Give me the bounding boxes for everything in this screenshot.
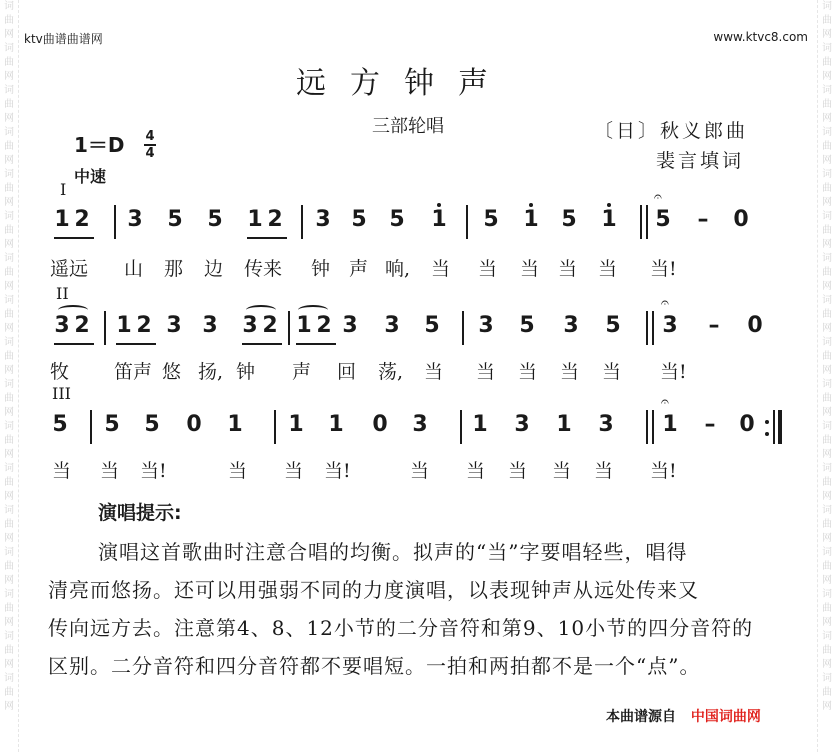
lyric: 当 bbox=[424, 361, 444, 383]
watermark-char: 曲 bbox=[4, 435, 14, 446]
eighth-beam bbox=[242, 343, 282, 345]
watermark-char: 曲 bbox=[4, 99, 14, 110]
note: 3 bbox=[54, 313, 70, 338]
lyric: 当 bbox=[602, 361, 622, 383]
bar-line bbox=[773, 410, 775, 444]
lyric: 那 bbox=[164, 258, 184, 280]
watermark-char: 曲 bbox=[822, 561, 832, 572]
hint-line: 清亮而悠扬。还可以用强弱不同的力度演唱，以表现钟声从远处传来又 bbox=[48, 578, 699, 602]
note: 1 bbox=[662, 412, 678, 437]
lyric: 牧 bbox=[50, 361, 70, 383]
lyricist-credit: 裴言填词 bbox=[656, 150, 745, 172]
watermark-char: 网 bbox=[4, 71, 14, 82]
watermark-char: 网 bbox=[822, 71, 832, 82]
repeat-dot bbox=[765, 432, 769, 436]
watermark-char: 网 bbox=[822, 113, 832, 124]
lyric: 荡, bbox=[378, 361, 404, 383]
watermark-char: 词 bbox=[822, 127, 832, 138]
watermark-char: 曲 bbox=[4, 477, 14, 488]
watermark-char: 词 bbox=[4, 589, 14, 600]
hint-line: 传向远方去。注意第4、8、12小节的二分音符和第9、10小节的四分音符的 bbox=[48, 616, 754, 640]
sustain-dash: – bbox=[704, 412, 716, 437]
final-bar-line bbox=[778, 410, 782, 444]
eighth-beam bbox=[296, 343, 336, 345]
note: 3 bbox=[384, 313, 400, 338]
note: 1 bbox=[328, 412, 344, 437]
watermark-char: 网 bbox=[4, 113, 14, 124]
watermark-char: 词 bbox=[822, 463, 832, 474]
note: 5 bbox=[519, 313, 535, 338]
lyric: 声 bbox=[349, 258, 369, 280]
watermark-char: 曲 bbox=[4, 561, 14, 572]
watermark-char: 词 bbox=[4, 505, 14, 516]
lyric: 回 bbox=[337, 361, 357, 383]
fermata-icon: 𝄐 bbox=[654, 189, 662, 205]
staff-part-2 bbox=[0, 295, 836, 351]
watermark-char: 曲 bbox=[822, 141, 832, 152]
watermark-char: 词 bbox=[822, 379, 832, 390]
lyric: 当 bbox=[520, 258, 540, 280]
watermark-char: 词 bbox=[4, 379, 14, 390]
octave-dot bbox=[437, 203, 441, 207]
watermark-char: 曲 bbox=[4, 351, 14, 362]
note: 3 bbox=[202, 313, 218, 338]
watermark-top-left: ktv曲谱曲谱网 bbox=[24, 32, 103, 46]
time-sig-top: 4 bbox=[145, 129, 155, 144]
lyric: 当 bbox=[228, 460, 248, 482]
watermark-char: 网 bbox=[4, 239, 14, 250]
watermark-top-right: www.ktvc8.com bbox=[713, 30, 808, 44]
lyrics-part-1 bbox=[0, 254, 836, 280]
watermark-char: 词 bbox=[4, 43, 14, 54]
lyric: 当 bbox=[552, 460, 572, 482]
bar-line bbox=[460, 410, 462, 444]
lyric: 当 bbox=[284, 460, 304, 482]
lyric: 当 bbox=[508, 460, 528, 482]
note: 2 bbox=[74, 207, 90, 232]
note: 2 bbox=[262, 313, 278, 338]
source-note bbox=[606, 706, 761, 726]
note: 1 bbox=[227, 412, 243, 437]
lyric: 当! bbox=[324, 460, 351, 482]
bar-line bbox=[301, 205, 303, 239]
repeat-dot bbox=[765, 420, 769, 424]
watermark-char: 词 bbox=[4, 127, 14, 138]
watermark-char: 词 bbox=[822, 253, 832, 264]
lyric: 遥远 bbox=[50, 258, 89, 280]
time-signature bbox=[143, 130, 157, 160]
watermark-char: 词 bbox=[4, 463, 14, 474]
watermark-char: 网 bbox=[822, 29, 832, 40]
lyrics-part-3 bbox=[0, 456, 836, 482]
composer-credit: 〔日〕秋义郎曲 bbox=[594, 120, 749, 142]
watermark-char: 网 bbox=[4, 617, 14, 628]
staff-part-1 bbox=[0, 189, 836, 245]
watermark-char: 网 bbox=[822, 575, 832, 586]
watermark-char: 曲 bbox=[822, 435, 832, 446]
note: 0 bbox=[739, 412, 755, 437]
note: 3 bbox=[166, 313, 182, 338]
fermata-icon: 𝄐 bbox=[661, 295, 669, 311]
watermark-char: 网 bbox=[4, 449, 14, 460]
eighth-beam bbox=[116, 343, 156, 345]
note: 5 bbox=[389, 207, 405, 232]
watermark-char: 词 bbox=[4, 337, 14, 348]
tempo-marking: 中速 bbox=[74, 167, 107, 186]
lyric: 山 bbox=[124, 258, 144, 280]
watermark-char: 词 bbox=[822, 85, 832, 96]
bar-line bbox=[274, 410, 276, 444]
lyric: 钟 bbox=[236, 361, 256, 383]
note: 1 bbox=[288, 412, 304, 437]
watermark-char: 网 bbox=[822, 323, 832, 334]
watermark-char: 词 bbox=[4, 547, 14, 558]
watermark-char: 曲 bbox=[4, 267, 14, 278]
note: 3 bbox=[563, 313, 579, 338]
watermark-char: 网 bbox=[4, 533, 14, 544]
source-prefix: 本曲谱源自 bbox=[606, 709, 676, 725]
watermark-char: 曲 bbox=[4, 225, 14, 236]
note: 5 bbox=[605, 313, 621, 338]
watermark-char: 曲 bbox=[822, 603, 832, 614]
lyric: 当 bbox=[431, 258, 451, 280]
note-high: 1 bbox=[523, 207, 539, 232]
lyrics-part-2 bbox=[0, 357, 836, 383]
hints-heading: 演唱提示: bbox=[98, 502, 182, 524]
watermark-char: 曲 bbox=[4, 141, 14, 152]
watermark-char: 曲 bbox=[822, 99, 832, 110]
watermark-char: 曲 bbox=[4, 309, 14, 320]
watermark-char: 网 bbox=[4, 659, 14, 670]
watermark-char: 网 bbox=[4, 197, 14, 208]
lyric: 传来 bbox=[244, 258, 283, 280]
lyric: 当 bbox=[466, 460, 486, 482]
note: 5 bbox=[561, 207, 577, 232]
lyric: 当 bbox=[598, 258, 618, 280]
note: 1 bbox=[472, 412, 488, 437]
watermark-char: 曲 bbox=[822, 519, 832, 530]
octave-dot bbox=[529, 203, 533, 207]
watermark-char: 曲 bbox=[4, 15, 14, 26]
note: 2 bbox=[316, 313, 332, 338]
lyric: 响, bbox=[385, 258, 411, 280]
note: 3 bbox=[478, 313, 494, 338]
watermark-char: 词 bbox=[822, 547, 832, 558]
note: 3 bbox=[342, 313, 358, 338]
lyric: 声 bbox=[292, 361, 312, 383]
lyric: 当! bbox=[660, 361, 687, 383]
watermark-char: 曲 bbox=[822, 267, 832, 278]
watermark-char: 词 bbox=[822, 211, 832, 222]
note: 5 bbox=[167, 207, 183, 232]
note: 1 bbox=[247, 207, 263, 232]
note: 0 bbox=[186, 412, 202, 437]
watermark-char: 曲 bbox=[822, 393, 832, 404]
lyric: 当! bbox=[650, 460, 677, 482]
watermark-char: 曲 bbox=[822, 645, 832, 656]
bar-line bbox=[114, 205, 116, 239]
watermark-char: 网 bbox=[4, 155, 14, 166]
watermark-char: 网 bbox=[4, 365, 14, 376]
watermark-char: 网 bbox=[4, 407, 14, 418]
note: 5 bbox=[424, 313, 440, 338]
watermark-char: 词 bbox=[822, 589, 832, 600]
lyric: 扬, bbox=[198, 361, 224, 383]
watermark-char: 曲 bbox=[4, 603, 14, 614]
eighth-beam bbox=[54, 237, 94, 239]
lyric: 当 bbox=[476, 361, 496, 383]
watermark-char: 网 bbox=[822, 449, 832, 460]
note: 3 bbox=[514, 412, 530, 437]
part-label-2: II bbox=[56, 284, 69, 303]
watermark-char: 网 bbox=[822, 239, 832, 250]
lyric: 当 bbox=[594, 460, 614, 482]
time-sig-bottom: 4 bbox=[145, 146, 155, 161]
watermark-char: 曲 bbox=[822, 309, 832, 320]
note: 3 bbox=[315, 207, 331, 232]
note: 3 bbox=[412, 412, 428, 437]
part-label-1: I bbox=[60, 180, 67, 199]
watermark-char: 词 bbox=[822, 631, 832, 642]
bar-line bbox=[646, 311, 648, 345]
watermark-char: 曲 bbox=[822, 15, 832, 26]
watermark-char: 网 bbox=[822, 155, 832, 166]
watermark-char: 词 bbox=[4, 211, 14, 222]
watermark-char: 曲 bbox=[822, 183, 832, 194]
watermark-char: 曲 bbox=[822, 351, 832, 362]
note: 5 bbox=[104, 412, 120, 437]
note: 2 bbox=[136, 313, 152, 338]
watermark-char: 词 bbox=[4, 169, 14, 180]
watermark-char: 曲 bbox=[822, 57, 832, 68]
watermark-char: 网 bbox=[822, 701, 832, 712]
note: 5 bbox=[207, 207, 223, 232]
note: 1 bbox=[116, 313, 132, 338]
watermark-char: 曲 bbox=[822, 687, 832, 698]
note-high: 1 bbox=[431, 207, 447, 232]
bar-line bbox=[288, 311, 290, 345]
note: 0 bbox=[733, 207, 749, 232]
watermark-char: 曲 bbox=[4, 519, 14, 530]
watermark-char: 词 bbox=[4, 253, 14, 264]
watermark-char: 词 bbox=[822, 673, 832, 684]
lyric: 当 bbox=[410, 460, 430, 482]
lyric: 钟 bbox=[311, 258, 331, 280]
note: 5 bbox=[351, 207, 367, 232]
watermark-char: 曲 bbox=[4, 393, 14, 404]
bar-line bbox=[640, 205, 642, 239]
note: 5 bbox=[144, 412, 160, 437]
lyric: 当 bbox=[52, 460, 72, 482]
watermark-char: 网 bbox=[822, 659, 832, 670]
lyric: 悠 bbox=[162, 361, 182, 383]
note: 5 bbox=[655, 207, 671, 232]
watermark-char: 网 bbox=[4, 575, 14, 586]
note: 2 bbox=[74, 313, 90, 338]
watermark-char: 词 bbox=[822, 505, 832, 516]
bar-line bbox=[104, 311, 106, 345]
watermark-char: 网 bbox=[822, 491, 832, 502]
watermark-char: 曲 bbox=[822, 477, 832, 488]
watermark-char: 词 bbox=[4, 673, 14, 684]
lyric: 当 bbox=[478, 258, 498, 280]
note: 3 bbox=[598, 412, 614, 437]
lyric: 笛声 bbox=[114, 361, 153, 383]
part-label-3: III bbox=[52, 384, 71, 403]
lyric: 当 bbox=[558, 258, 578, 280]
lyric: 当! bbox=[140, 460, 167, 482]
song-title: 远方钟声 bbox=[296, 66, 512, 101]
watermark-char: 词 bbox=[4, 85, 14, 96]
watermark-char: 词 bbox=[822, 421, 832, 432]
note: 3 bbox=[662, 313, 678, 338]
watermark-char: 网 bbox=[4, 701, 14, 712]
lyric: 边 bbox=[204, 258, 224, 280]
note: 5 bbox=[52, 412, 68, 437]
lyric: 当 bbox=[518, 361, 538, 383]
watermark-char: 词 bbox=[822, 1, 832, 12]
hint-line: 区别。二分音符和四分音符都不要唱短。一拍和两拍都不是一个“点”。 bbox=[48, 654, 701, 678]
watermark-char: 网 bbox=[4, 491, 14, 502]
watermark-char: 曲 bbox=[4, 57, 14, 68]
watermark-char: 词 bbox=[4, 421, 14, 432]
watermark-char: 词 bbox=[4, 295, 14, 306]
lyric: 当 bbox=[560, 361, 580, 383]
note: 1 bbox=[54, 207, 70, 232]
watermark-char: 网 bbox=[822, 197, 832, 208]
key-signature: 1＝D bbox=[74, 133, 125, 157]
bar-line bbox=[90, 410, 92, 444]
watermark-char: 网 bbox=[822, 533, 832, 544]
watermark-char: 网 bbox=[4, 29, 14, 40]
bar-line bbox=[652, 410, 654, 444]
watermark-char: 词 bbox=[4, 1, 14, 12]
note: 5 bbox=[483, 207, 499, 232]
note: 2 bbox=[267, 207, 283, 232]
bar-line bbox=[646, 205, 648, 239]
note: 3 bbox=[127, 207, 143, 232]
note: 0 bbox=[747, 313, 763, 338]
staff-part-3 bbox=[0, 394, 836, 450]
watermark-char: 曲 bbox=[4, 183, 14, 194]
eighth-beam bbox=[247, 237, 287, 239]
sustain-dash: – bbox=[697, 207, 709, 232]
watermark-char: 词 bbox=[822, 295, 832, 306]
hint-line: 演唱这首歌曲时注意合唱的均衡。拟声的“当”字要唱轻些，唱得 bbox=[98, 540, 688, 564]
watermark-char: 网 bbox=[822, 617, 832, 628]
watermark-char: 曲 bbox=[4, 645, 14, 656]
watermark-char: 网 bbox=[822, 407, 832, 418]
note-high: 1 bbox=[601, 207, 617, 232]
note: 3 bbox=[242, 313, 258, 338]
octave-dot bbox=[607, 203, 611, 207]
note: 1 bbox=[556, 412, 572, 437]
watermark-char: 曲 bbox=[4, 687, 14, 698]
fermata-icon: 𝄐 bbox=[661, 394, 669, 410]
bar-line bbox=[652, 311, 654, 345]
watermark-char: 网 bbox=[822, 281, 832, 292]
watermark-char: 曲 bbox=[822, 225, 832, 236]
sustain-dash: – bbox=[708, 313, 720, 338]
bar-line bbox=[462, 311, 464, 345]
bar-line bbox=[466, 205, 468, 239]
watermark-char: 网 bbox=[822, 365, 832, 376]
eighth-beam bbox=[54, 343, 94, 345]
lyric: 当 bbox=[100, 460, 120, 482]
song-subtitle: 三部轮唱 bbox=[372, 116, 444, 137]
watermark-char: 词 bbox=[822, 43, 832, 54]
note: 0 bbox=[372, 412, 388, 437]
watermark-char: 词 bbox=[822, 337, 832, 348]
watermark-char: 词 bbox=[4, 631, 14, 642]
watermark-char: 网 bbox=[4, 323, 14, 334]
watermark-char: 网 bbox=[4, 281, 14, 292]
source-site-link[interactable]: 中国词曲网 bbox=[690, 709, 761, 725]
watermark-char: 词 bbox=[822, 169, 832, 180]
note: 1 bbox=[296, 313, 312, 338]
bar-line bbox=[646, 410, 648, 444]
lyric: 当! bbox=[650, 258, 677, 280]
